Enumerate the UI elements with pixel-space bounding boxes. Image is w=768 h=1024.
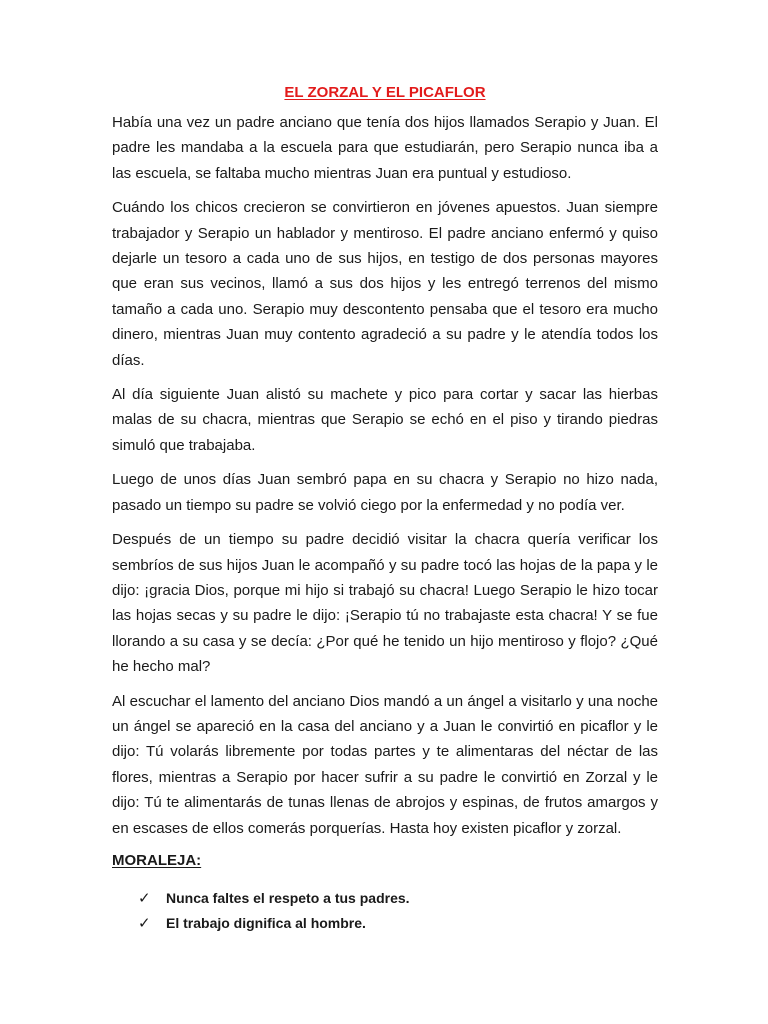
checkmark-icon: ✓ [138,914,151,932]
moral-item-text: El trabajo dignifica al hombre. [166,914,366,931]
moral-item-text: Nunca faltes el respeto a tus padres. [166,889,410,906]
checkmark-icon: ✓ [138,889,151,907]
moral-item [138,911,658,936]
document-page [112,82,658,936]
paragraph-4: Luego de unos días Juan sembró papa en su chacra y Serapio no hizo nada, pasado un tiempo su padre se volvió ciego por la enfermedad y no podía ver. [112,471,658,514]
document-title: EL ZORZAL Y EL PICAFLOR [284,84,486,101]
moral-item [138,886,658,911]
paragraph-5: Después de un tiempo su padre decidió visitar la chacra quería verificar los sembríos de sus hijos Juan le acompañó y su padre tocó las hojas de la papa y le dijo: ¡gracia Dios, porque mi hijo si trabajó su chacra! Luego Serapio le hizo tocar las hojas secas y su padre le dijo: ¡Serapio tú no trabajaste esta chacra! Y se fue llorando a su casa y se decía: ¿Por qué he tenido un hijo mentiroso y flojo? ¿Qué he hecho mal? [112,531,658,676]
paragraph-1: Había una vez un padre anciano que tenía dos hijos llamados Serapio y Juan. El padre les mandaba a la escuela para que estudiarán, pero Serapio nunca iba a las escuela, se faltaba mucho mientras Juan era puntual y estudioso. [112,114,658,182]
paragraph-2: Cuándo los chicos crecieron se convirtieron en jóvenes apuestos. Juan siempre trabajador y Serapio un hablador y mentiroso. El padre anciano enfermó y quiso dejarle un tesoro a cada uno de sus hijos, en testigo de dos personas mayores que eran sus vecinos, llamó a sus dos hijos y les entregó terrenos del mismo tamaño a cada uno. Serapio muy descontento pensaba que el tesoro era mucho dinero, mientras Juan muy contento agradeció a su padre y le atendía todos los días. [112,199,658,369]
moral-heading: MORALEJA: [112,851,202,869]
paragraph-6: Al escuchar el lamento del anciano Dios mandó a un ángel a visitarlo y una noche un ángel se apareció en la casa del anciano y a Juan le convirtió en picaflor y le dijo: Tú volarás libremente por todas partes y te alimentaras del néctar de las flores, mientras a Serapio por hacer sufrir a su padre le convirtió en Zorzal y le dijo: Tú te alimentarás de tunas llenas de abrojos y espinas, de frutos amargos y en escases de ellos comerás porquerías. Hasta hoy existen picaflor y zorzal. [112,692,658,837]
moral-list [112,886,658,936]
paragraph-3: Al día siguiente Juan alistó su machete y pico para cortar y sacar las hierbas malas de su chacra, mientras que Serapio se echó en el piso y tirando piedras simuló que trabajaba. [112,386,658,454]
